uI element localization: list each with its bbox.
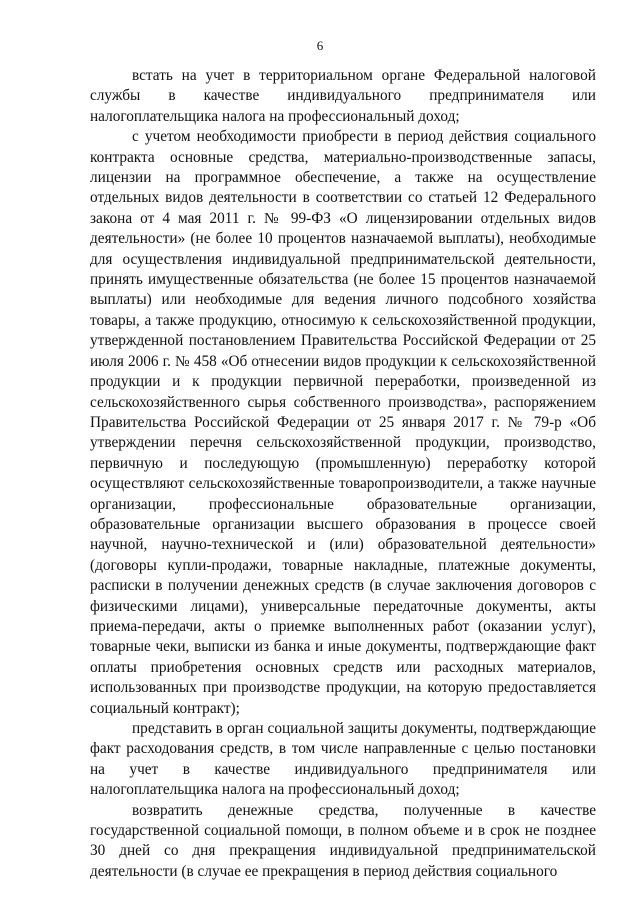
paragraph-acquire-assets: с учетом необходимости приобрести в период действия социального контракта основные средства, материально-производственные запасы, лицензии на программное обеспечение, а также на осуществление отдельных видов деятельности в соответствии со статьей 12 Федерального закона от 4 мая 2011 г. № 99-ФЗ «О лицензировании отдельных видов деятельности» (не более 10 процентов назначаемой выплаты), необходимые для осуществления индивидуальной предпринимательской деятельности, принять имущественные обязательства (не более 15 процентов назначаемой выплаты) или необходимые для ведения личного подсобного хозяйства товары, а также продукцию, относимую к сельскохозяйственной продукции, утвержденной постановлением Правительства Российской Федерации от 25 июля 2006 г. № 458 «Об отнесении видов продукции к сельскохозяйственной продукции и к продукции первичной переработки, произведенной из сельскохозяйственного сырья собственного производства», распоряжением Правительства Российской Федерации от 25 января 2017 г. № 79-р «Об утверждении перечня сельскохозяйственной продукции, производство, первичную и последующую (промышленную) переработку которой осуществляют сельскохозяйственные товаропроизводители, а также научные организации, профессиональные образовательные организации, образовательные организации высшего образования в процессе своей научной, научно-технической и (или) образовательной деятельности» (договоры купли-продажи, товарные накладные, платежные документы, расписки в получении денежных средств (в случае заключения договоров с физическими лицами), универсальные передаточные документы, акты приема-передачи, акты о приемке выполненных работ (оказании услуг), товарные чеки, выписки из банка и иные документы, подтверждающие факт оплаты приобретения основных средств или расходных материалов, использованных при производстве продукции, на которую предоставляется социальный контракт); — [90, 128, 596, 717]
page-number: 6 — [316, 38, 324, 53]
paragraph-register-tax: встать на учет в территориальном органе Федеральной налоговой службы в качестве индивидуального предпринимателя или налогоплательщика налога на профессиональный доход; — [90, 67, 596, 125]
paragraph-submit-documents: представить в орган социальной защиты документы, подтверждающие факт расходования средств, в том числе направленные с целью постановки на учет в качестве индивидуального предпринимателя или налогоплательщика налога на профессиональный доход; — [90, 720, 596, 799]
paragraph-return-funds: возвратить денежные средства, полученные в качестве государственной социальной помощи, в полном объеме и в срок не позднее 30 дней со дня прекращения индивидуальной предпринимательской деятельности (в случае ее прекращения в период действия социального — [90, 801, 596, 880]
document-body — [90, 66, 596, 882]
